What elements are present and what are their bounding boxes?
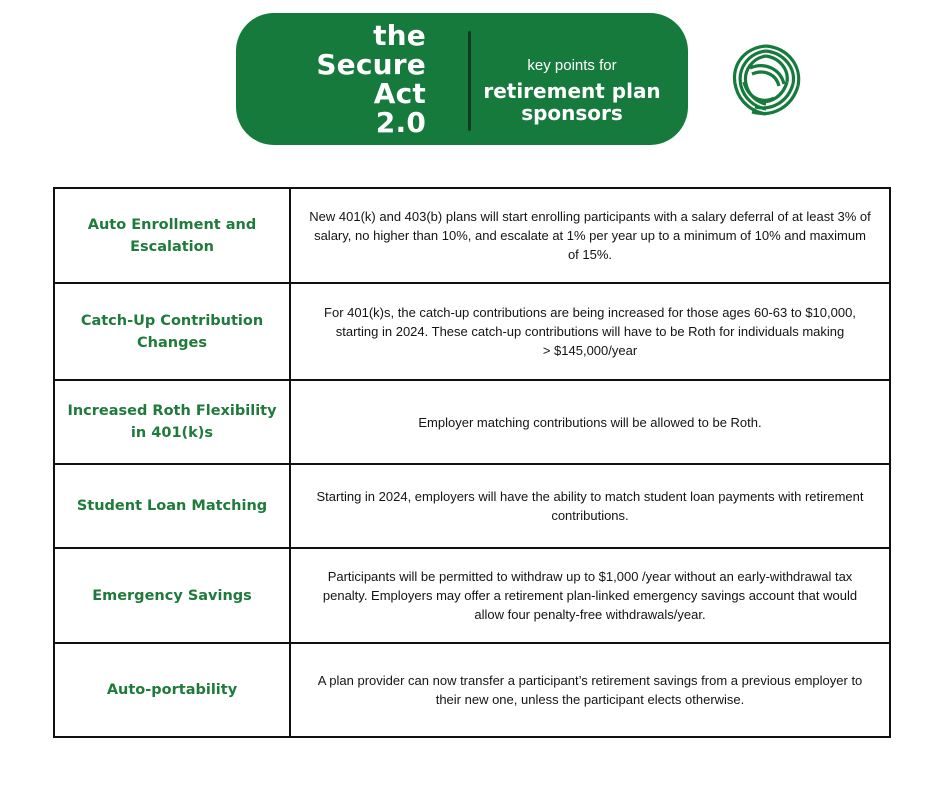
key-points-table: [53, 187, 891, 738]
row-description: Starting in 2024, employers will have the ability to match student loan payments with retirement contributions.: [290, 464, 890, 548]
table-row: [54, 283, 890, 380]
table-row: [54, 464, 890, 548]
row-label: Increased Roth Flexibility in 401(k)s: [54, 380, 290, 464]
title-line: the: [373, 19, 426, 52]
row-description: Employer matching contributions will be allowed to be Roth.: [290, 380, 890, 464]
row-description: [290, 283, 890, 380]
row-description-line: > $145,000/year: [542, 343, 638, 358]
table-row: [54, 380, 890, 464]
subtitle-large: [472, 80, 672, 124]
row-label: Auto Enrollment and Escalation: [54, 188, 290, 283]
title-line: Secure: [316, 48, 426, 81]
title: [316, 21, 426, 137]
row-label: Auto-portability: [54, 643, 290, 737]
subtitle-large-line: retirement plan: [483, 79, 661, 103]
woven-knot-logo-icon: [722, 38, 810, 122]
subtitle-small: key points for: [527, 57, 617, 74]
table-row: [54, 188, 890, 283]
row-description: A plan provider can now transfer a participant’s retirement savings from a previous employer to their new one, unless the participant elects otherwise.: [290, 643, 890, 737]
row-label: Student Loan Matching: [54, 464, 290, 548]
row-description-line: For 401(k)s, the catch-up contributions are being increased for those ages 60-63 to $10,000, starting in 2024. These catch-up contributions will have to be Roth for individuals making: [324, 305, 856, 339]
subtitle-large-line: sponsors: [521, 101, 623, 125]
table-row: [54, 643, 890, 737]
row-label: Catch-Up Contribution Changes: [54, 283, 290, 380]
header-banner: [236, 13, 688, 145]
header-divider: [468, 31, 471, 131]
row-description: New 401(k) and 403(b) plans will start enrolling participants with a salary deferral of at least 3% of salary, no higher than 10%, and escalate at 1% per year up to a minimum of 10% and maximum of 15%.: [290, 188, 890, 283]
row-label: Emergency Savings: [54, 548, 290, 643]
title-line: 2.0: [375, 106, 426, 139]
title-line: Act: [373, 77, 426, 110]
row-description: Participants will be permitted to withdraw up to $1,000 /year without an early-withdrawal tax penalty. Employers may offer a retirement plan-linked emergency savings account that would allow four penalty-free withdrawals/year.: [290, 548, 890, 643]
table-row: [54, 548, 890, 643]
